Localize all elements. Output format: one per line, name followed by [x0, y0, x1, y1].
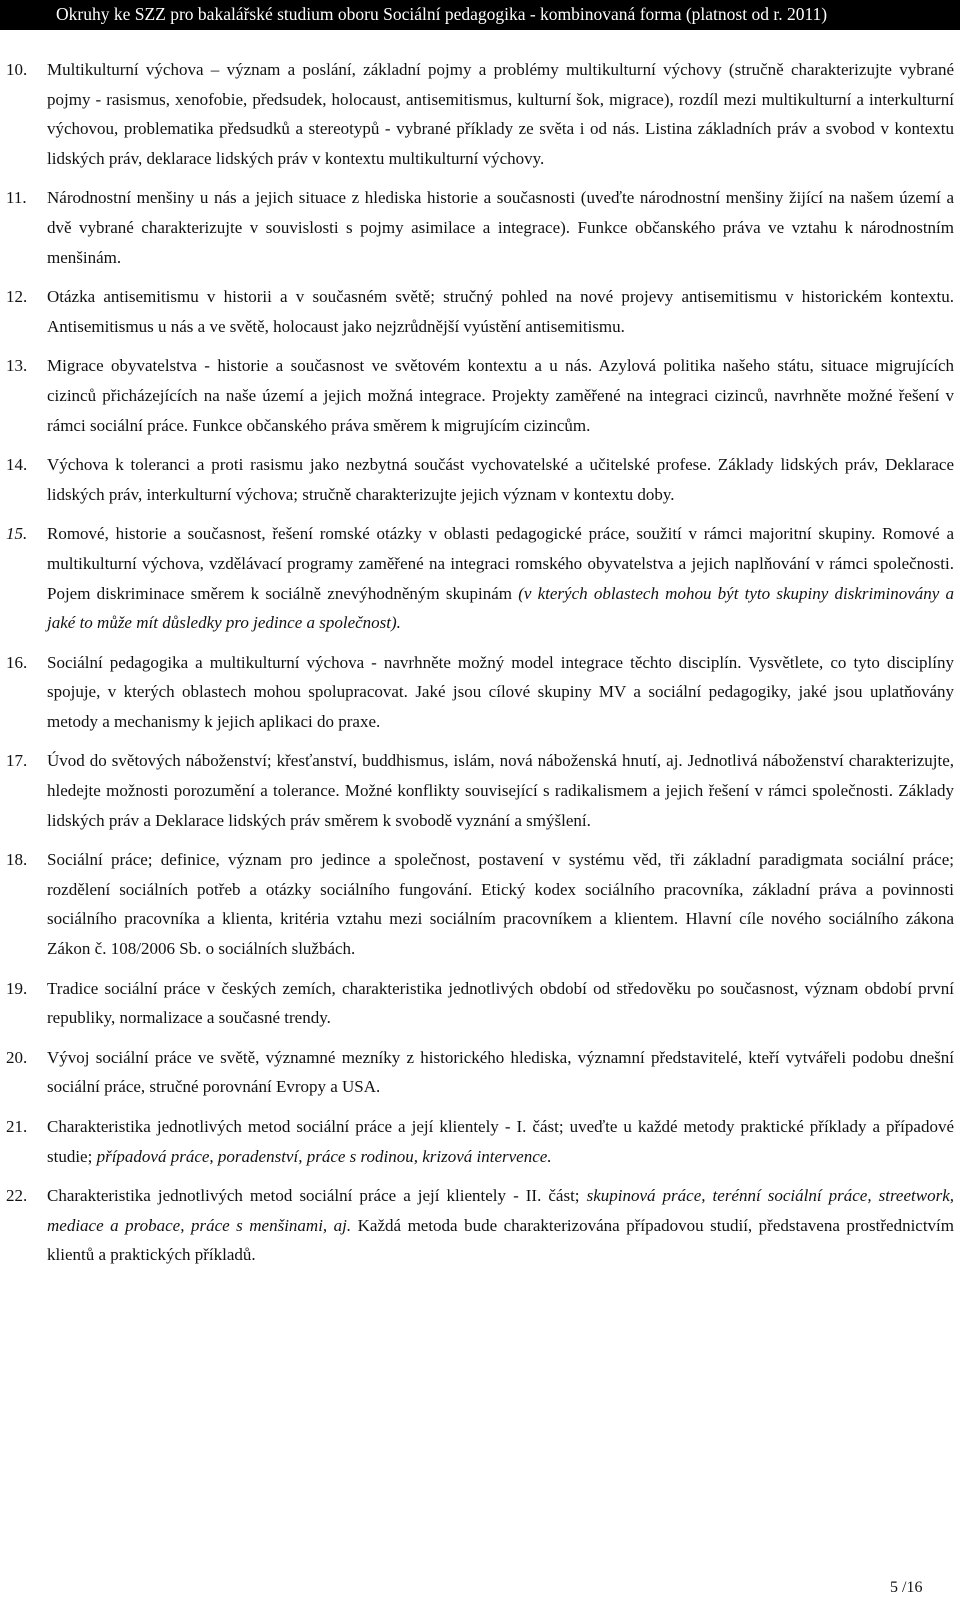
topic-number: 21. — [6, 1117, 28, 1136]
topic-text — [47, 1112, 954, 1171]
topic-text — [47, 845, 954, 963]
topic-text — [47, 1043, 954, 1102]
topic-number: 16. — [6, 652, 28, 672]
header-bar — [0, 0, 960, 30]
topic-text — [47, 55, 954, 173]
topic-item — [0, 648, 960, 737]
topic-item — [0, 974, 960, 1033]
topic-text-segment: Sociální práce; definice, význam pro jedince a společnost, postavení v systému věd, tři základní paradigmata sociální práce; rozdělení sociálních potřeb a otázky sociálního fungování. Etický kodex sociálního pracovníka, základní práva a povinnosti sociálního pracovníka a klienta, kritéria vztahu mezi sociálním pracovníkem a klientem. Hlavní cíle nového sociálního zákona Zákon č. 108/2006 Sb. o sociálních službách. — [47, 850, 954, 959]
topic-text-segment: Romové, historie a současnost, řešení romské otázky v oblasti pedagogické práce, soužití v rámci majoritní skupiny. Romové a multikulturní výchova, vzdělávací programy zaměřené na integraci romského obyvatelstva a jejich naplňování v rámci společnosti. Pojem diskriminace směrem k sociálně znevýhodněným skupinám — [47, 524, 954, 603]
topic-text-segment: Migrace obyvatelstva - historie a současnost ve světovém kontextu a u nás. Azylová politika našeho státu, situace migrujících cizinců přicházejících na naše území a jejich možná integrace. Projekty zaměřené na integraci cizinců, navrhněte možné řešení v rámci sociální práce. Funkce občanského práva směrem k migrujícím cizincům. — [47, 356, 954, 435]
document-header-title: Okruhy ke SZZ pro bakalářské studium oboru Sociální pedagogika - kombinovaná forma (platnost od r. 2011) — [56, 4, 828, 24]
topic-text-segment: Národnostní menšiny u nás a jejich situace z hlediska historie a současnosti (uveďte národnostní menšiny žijící na našem území a dvě vybrané charakterizujte v souvislosti s pojmy asimilace a integrace). Funkce občanského práva ve vztahu k národnostním menšinám. — [47, 188, 954, 267]
topic-text-italic-segment: případová práce, poradenství, práce s rodinou, krizová intervence. — [96, 1146, 552, 1166]
topic-text — [47, 282, 954, 341]
topic-text — [47, 183, 954, 272]
topic-number: 22. — [6, 1186, 28, 1206]
topic-number: 18. — [6, 850, 28, 870]
topic-item — [0, 519, 960, 637]
topic-number: 10. — [6, 60, 28, 79]
topic-text — [47, 351, 954, 440]
page-number: 5 /16 — [890, 1579, 923, 1596]
topic-text-segment: Charakteristika jednotlivých metod sociální práce a její klientely - II. část; — [47, 1186, 587, 1206]
topic-number: 20. — [6, 1047, 28, 1067]
topic-text — [47, 974, 954, 1033]
topic-number: 14. — [6, 455, 28, 475]
topic-text-segment: Výchova k toleranci a proti rasismu jako nezbytná součást vychovatelské a učitelské profese. Základy lidských práv, Deklarace lidských práv, interkulturní výchova; stručně charakterizujte jejich význam v kontextu doby. — [47, 455, 954, 504]
topic-text-segment: Úvod do světových náboženství; křesťanství, buddhismus, islám, nová náboženská hnutí, aj. Jednotlivá náboženství charakterizujte, hledejte možnosti porozumění a tolerance. Možné konflikty související s radikalismem a jejich řešení v rámci společnosti. Základy lidských práv a Deklarace lidských práv směrem k svobodě vyznání a smýšlení. — [47, 751, 954, 830]
topic-text-segment: Tradice sociální práce v českých zemích, charakteristika jednotlivých období od středověku po současnost, význam období první republiky, normalizace a současné trendy. — [47, 978, 954, 1028]
topic-text — [47, 450, 954, 509]
topic-item — [0, 183, 960, 272]
topic-text-segment: Vývoj sociální práce ve světě, významné mezníky z historického hlediska, významní představitelé, kteří vytvářeli podobu dnešní sociální práce, stručné porovnání Evropy a USA. — [47, 1047, 954, 1097]
topic-text-segment: Každá metoda bude charakterizována případovou studií, představena prostřednictvím klientů a praktických příkladů. — [47, 1215, 955, 1265]
topic-number: 13. — [6, 356, 28, 376]
topic-text — [47, 648, 954, 737]
topic-text — [47, 519, 954, 637]
exam-topics-list — [0, 55, 960, 1280]
topic-item — [0, 1043, 960, 1102]
topic-item — [0, 1181, 960, 1270]
topic-item — [0, 450, 960, 509]
topic-text-italic-segment: (v kterých oblastech mohou být tyto skupiny diskriminovány a jaké to může mít důsledky pro jedince a společnost). — [47, 583, 954, 633]
topic-number: 11. — [6, 188, 27, 208]
topic-text-segment: Charakteristika jednotlivých metod sociální práce a její klientely - I. část; uveďte u každé metody praktické příklady a případové studie; — [47, 1117, 954, 1166]
topic-text — [47, 746, 954, 835]
topic-number: 12. — [6, 287, 28, 307]
topic-text-segment: Sociální pedagogika a multikulturní výchova - navrhněte možný model integrace těchto disciplín. Vysvětlete, co tyto disciplíny spojuje, v kterých oblastech mohou spolupracovat. Jaké jsou cílové skupiny MV a sociální pedagogiky, jaké jsou uplatňovány metody a mechanismy k jejich aplikaci do praxe. — [47, 652, 954, 731]
topic-item — [0, 351, 960, 440]
topic-text-segment: Multikulturní výchova – význam a poslání, základní pojmy a problémy multikulturní výchovy (stručně charakterizujte vybrané pojmy - rasismus, xenofobie, předsudek, holocaust, antisemitismus, kulturní šok, migrace), rozdíl mezi multikulturní a interkulturní výchovou, problematika předsudků a stereotypů - vybrané příklady ze světa i od nás. Listina základních práv a svobod v kontextu lidských práv, deklarace lidských práv v kontextu multikulturní výchovy. — [47, 60, 954, 168]
topic-number: 15. — [6, 524, 28, 544]
topic-item — [0, 1112, 960, 1171]
topic-item — [0, 845, 960, 963]
topic-number: 17. — [6, 751, 28, 771]
topic-number: 19. — [6, 978, 28, 998]
topic-item — [0, 282, 960, 341]
topic-text-segment: Otázka antisemitismu v historii a v současném světě; stručný pohled na nové projevy antisemitismu v historickém kontextu. Antisemitismus u nás a ve světě, holocaust jako nejzrůdnější vyústění antisemitismu. — [47, 287, 954, 336]
topic-item — [0, 55, 960, 173]
topic-text-italic-segment: skupinová práce, terénní sociální práce, streetwork, mediace a probace, práce s menšinami, aj. — [47, 1186, 954, 1235]
topic-item — [0, 746, 960, 835]
topic-text — [47, 1181, 954, 1270]
